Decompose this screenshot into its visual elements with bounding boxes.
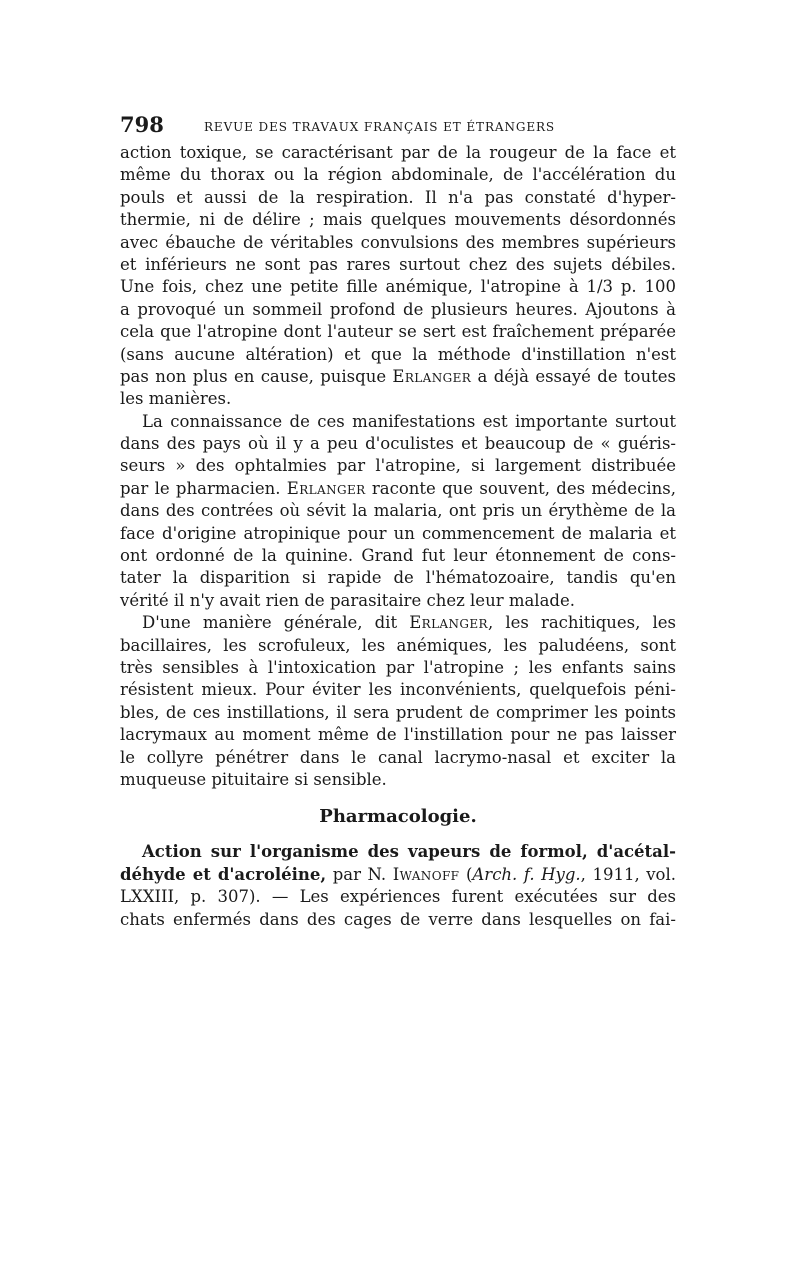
text-line: et inférieurs ne sont pas rares surtout chez des sujets débiles. [120,254,676,274]
author-name: Erlanger [409,613,488,633]
article-title-end: déhyde et d'acroléine, [120,864,327,884]
text-line: (sans aucune altération) et que la méthode d'instillation n'est [120,344,676,364]
text-line: La connaissance de ces manifestations est importante surtout [142,411,676,431]
text-line: dans des pays où il y a peu d'oculistes et beaucoup de « guéris- [120,434,676,454]
author-name: Iwanoff [392,864,460,884]
paragraph-3 [120,612,676,791]
text-line [120,366,676,388]
text-line: tater la disparition si rapide de l'hématozoaire, tandis qu'en [120,568,676,588]
text-line [120,612,676,634]
journal-name: Arch. f. Hyg. [472,864,581,884]
text-span: par N. [326,864,393,884]
text-line: bles, de ces instillations, il sera prudent de comprimer les points [120,702,676,722]
text-span: , vol. [634,864,677,884]
text-span: ( [459,864,473,884]
text-span: par le pharmacien. [120,478,287,498]
page-header [120,112,676,142]
page-number: 798 [120,112,164,137]
text-line: même du thorax ou la région abdominale, de l'accélération du [120,165,676,185]
text-line: résistent mieux. Pour éviter les inconvénients, quelquefois péni- [120,680,676,700]
text-line [120,478,676,500]
text-line: ont ordonné de la quinine. Grand fut leur étonnement de cons- [120,546,676,566]
text-span: D'une manière générale, dit [142,613,410,633]
text-span: pas non plus en cause, puisque [120,366,393,386]
author-name: Erlanger [286,478,366,498]
text-line: face d'origine atropinique pour un commencement de malaria et [120,523,676,543]
text-line: le collyre pénétrer dans le canal lacrymo-nasal et exciter la [120,747,676,767]
text-line: chats enfermés dans des cages de verre dans lesquelles on fai- [120,909,676,929]
text-line: dans des contrées où sévit la malaria, ont pris un érythème de la [120,501,676,521]
paragraph-1 [120,142,676,411]
text-line: les manières. [120,389,232,409]
body-text [120,142,676,931]
text-line: seurs » des ophtalmies par l'atropine, si largement distribuée [120,456,676,476]
text-span: raconte que souvent, des médecins, [365,478,676,498]
text-span: a déjà essayé de toutes [471,366,676,386]
text-line: cela que l'atropine dont l'auteur se sert est fraîchement préparée [120,322,676,342]
text-line: pouls et aussi de la respiration. Il n'a pas constaté d'hyper- [120,187,676,207]
section-heading: Pharmacologie. [319,806,477,828]
text-line: a provoqué un sommeil profond de plusieurs heures. Ajoutons à [120,299,676,319]
text-line: action toxique, se caractérisant par de la rougeur de la face et [120,143,676,162]
text-line: LXXIII, p. 307). — Les expériences furent exécutées sur des [120,887,676,907]
text-line: Une fois, chez une petite fille anémique, l'atropine à 1/3 p. 100 [120,277,676,297]
running-head: REVUE DES TRAVAUX FRANÇAIS ET ÉTRANGERS [204,120,556,134]
author-name: Erlanger [392,366,472,386]
text-span: , les rachitiques, les [487,613,676,633]
text-line: très sensibles à l'intoxication par l'atropine ; les enfants sains [120,657,676,677]
paragraph-2 [120,411,676,613]
text-line: muqueuse pituitaire si sensible. [120,769,387,789]
text-line: thermie, ni de délire ; mais quelques mouvements désordonnés [120,210,676,230]
text-line: avec ébauche de véritables convulsions des membres supérieurs [120,232,676,252]
text-line: lacrymaux au moment même de l'instillation pour ne pas laisser [120,725,676,745]
article-title-line: Action sur l'organisme des vapeurs de formol, d'acétal- [142,842,676,862]
text-span: , 1911 [580,864,635,884]
article-entry [120,841,676,931]
text-line: bacillaires, les scrofuleux, les anémiques, les paludéens, sont [120,635,676,655]
book-page [120,112,676,931]
text-line [120,864,676,886]
text-line: vérité il n'y avait rien de parasitaire chez leur malade. [120,590,575,610]
